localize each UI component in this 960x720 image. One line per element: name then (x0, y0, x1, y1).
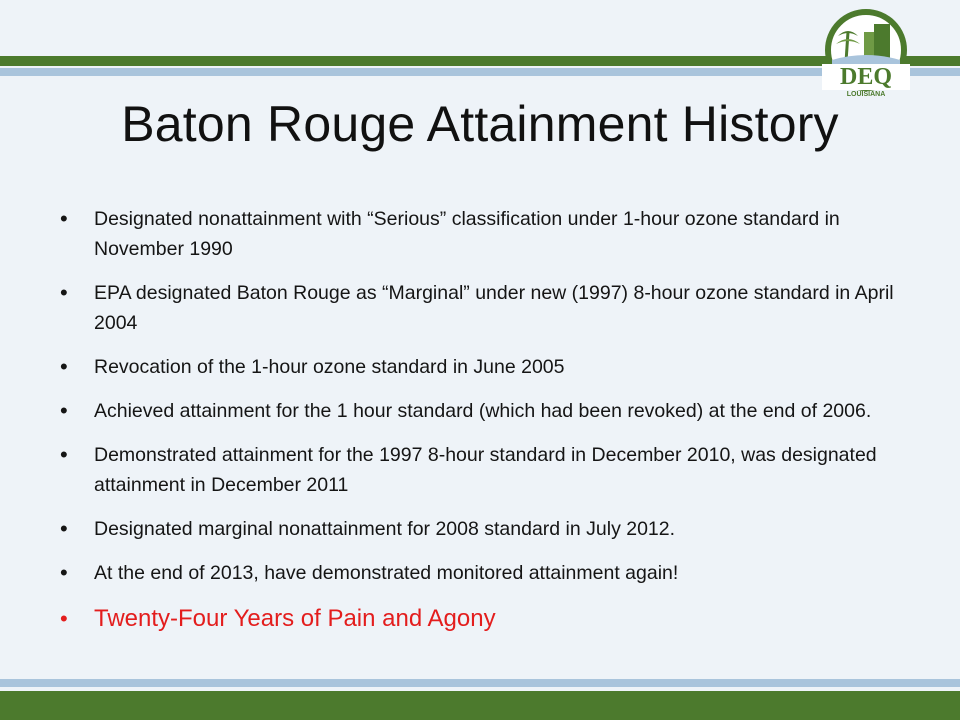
logo-text: DEQ (839, 64, 893, 90)
bullet-text: At the end of 2013, have demonstrated monitored attainment again! (94, 562, 679, 584)
bottom-blue-band (0, 679, 960, 687)
bottom-green-band (0, 691, 960, 720)
bullet-item (60, 278, 910, 338)
bullet-item (60, 204, 910, 264)
bullet-icon: • (60, 398, 68, 423)
bullet-icon: • (60, 280, 68, 305)
bullet-icon: • (60, 206, 68, 231)
deq-logo (818, 8, 914, 104)
bullet-list (60, 204, 910, 650)
bullet-icon: • (60, 560, 68, 585)
bullet-icon: • (60, 516, 68, 541)
slide-title: Baton Rouge Attainment History (121, 96, 839, 152)
bullet-text: Revocation of the 1-hour ozone standard in June 2005 (94, 356, 565, 378)
bullet-icon: • (60, 354, 68, 379)
bullet-item (60, 440, 910, 500)
highlight-bullet-text: Twenty-Four Years of Pain and Agony (94, 605, 496, 632)
bullet-item (60, 514, 910, 544)
bullet-text: Demonstrated attainment for the 1997 8-hour standard in December 2010, was designated attainment in December 2011 (94, 444, 877, 496)
bullet-item (60, 558, 910, 588)
bullet-icon: • (60, 606, 68, 631)
bullet-text: Designated marginal nonattainment for 2008 standard in July 2012. (94, 518, 676, 540)
top-blue-band (0, 68, 960, 76)
top-green-band (0, 56, 960, 66)
bullet-text: Achieved attainment for the 1 hour standard (which had been revoked) at the end of 2006. (94, 400, 872, 422)
highlight-bullet-item (60, 602, 910, 636)
bullet-text: EPA designated Baton Rouge as “Marginal” under new (1997) 8-hour ozone standard in April 2004 (94, 282, 894, 334)
bullet-icon: • (60, 442, 68, 467)
bullet-item (60, 396, 910, 426)
bullet-text: Designated nonattainment with “Serious” classification under 1-hour ozone standard in November 1990 (94, 208, 840, 260)
bullet-item (60, 352, 910, 382)
logo-subtext: LOUISIANA (846, 91, 886, 98)
